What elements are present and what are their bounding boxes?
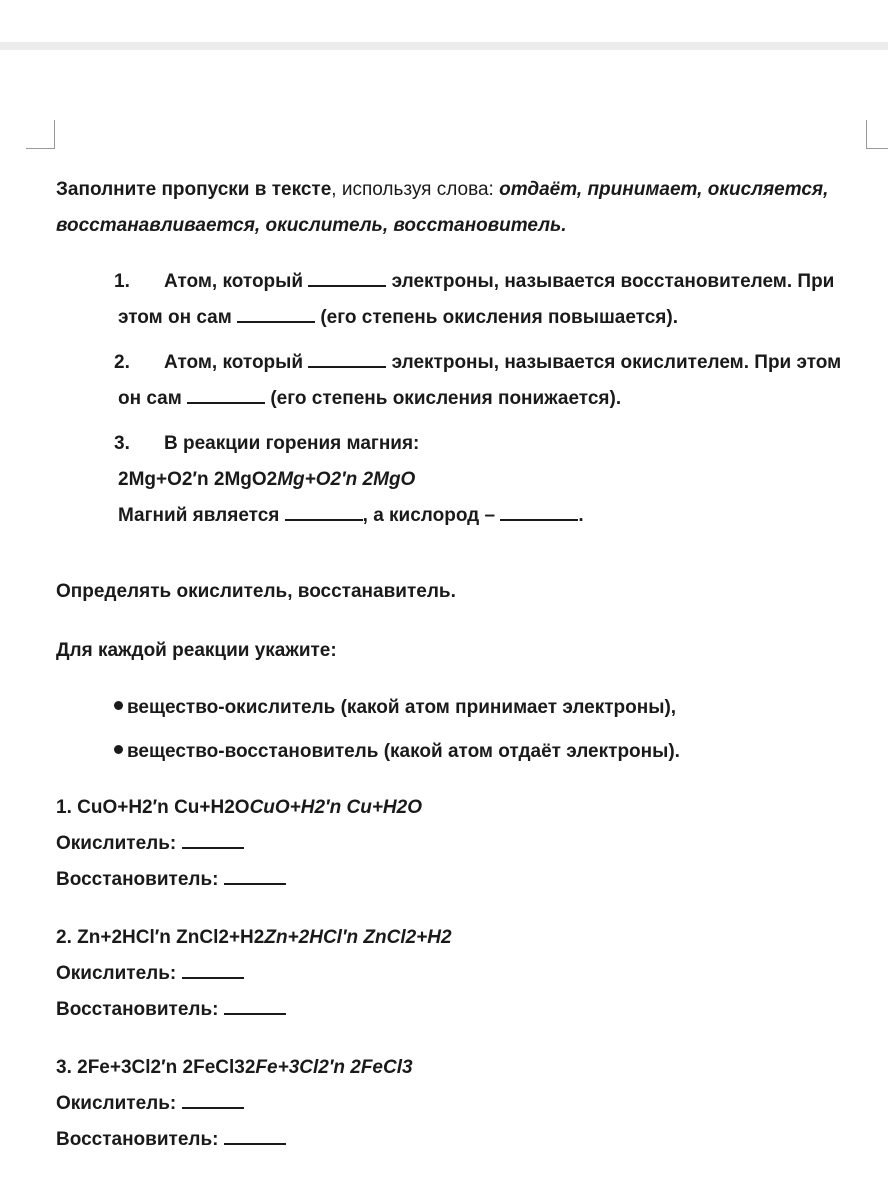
equation-plain: CuO+H2′n Cu+H2O: [71, 797, 250, 818]
equation-italic: Mg+O2′n 2MgO: [277, 469, 416, 490]
page-margin-marker-right: [866, 120, 888, 149]
intro-bold: Заполните пропуски в тексте: [56, 179, 332, 200]
fill-blank[interactable]: [224, 1125, 286, 1145]
fill-blank[interactable]: [187, 384, 265, 404]
list-text: этом он сам: [118, 307, 238, 328]
reaction-number: 2.: [56, 927, 72, 948]
reaction-block: [56, 920, 866, 1028]
reducer-label: Восстановитель:: [56, 999, 224, 1020]
list-text: электроны, называется восстановителем. При: [386, 271, 835, 292]
fill-blank[interactable]: [285, 501, 363, 521]
list-text: Атом, который: [164, 352, 309, 373]
fill-blank[interactable]: [308, 267, 386, 287]
fill-blank[interactable]: [182, 959, 244, 979]
reducer-label: Восстановитель:: [56, 1129, 224, 1150]
equation-italic: Fe+3Cl2′n 2FeCl3: [255, 1057, 413, 1078]
reaction-block: [56, 1050, 866, 1158]
toolbar-divider: [0, 42, 888, 50]
bullet-icon: [114, 701, 123, 710]
intro-words-2: восстанавливается, окислитель, восстановитель.: [56, 215, 567, 236]
oxidizer-label: Окислитель:: [56, 1093, 182, 1114]
bullet-icon: [114, 745, 123, 754]
fill-blank[interactable]: [224, 995, 286, 1015]
fill-blank[interactable]: [224, 865, 286, 885]
bullet-bold: вещество-восстановитель: [127, 741, 379, 762]
list-text: электроны, называется окислителем. При этом: [386, 352, 842, 373]
reaction-equation: [56, 1050, 866, 1086]
list-text: Атом, который: [164, 271, 309, 292]
fill-blank[interactable]: [500, 501, 578, 521]
list-number: 1.: [114, 271, 130, 292]
oxidizer-label: Окислитель:: [56, 963, 182, 984]
oxidizer-label: Окислитель:: [56, 833, 182, 854]
bullet-text: (какой атом отдаёт электроны).: [378, 741, 680, 762]
fill-blank[interactable]: [182, 829, 244, 849]
reaction-equation: [56, 920, 866, 956]
list-item: [114, 345, 866, 417]
equation-plain: Zn+2HCl′n ZnCl2+H2: [71, 927, 265, 948]
list-number: 3.: [114, 433, 130, 454]
list-text: он сам: [118, 388, 188, 409]
list-item: [114, 426, 866, 534]
equation-italic: Zn+2HCl′n ZnCl2+H2: [264, 927, 452, 948]
list-text: (его степень окисления понижается).: [265, 388, 622, 409]
reaction-block: [56, 790, 866, 898]
list-text: , а кислород –: [362, 505, 501, 526]
reducer-label: Восстановитель:: [56, 869, 224, 890]
list-text: Магний является: [118, 505, 285, 526]
reaction-number: 3.: [56, 1057, 72, 1078]
fill-blank[interactable]: [237, 303, 315, 323]
list-number: 2.: [114, 352, 130, 373]
list-text: .: [578, 505, 584, 526]
equation-plain: 2Fe+3Cl2′n 2FeCl32: [71, 1057, 256, 1078]
bullet-text: (какой атом принимает электроны),: [335, 697, 677, 718]
list-text: В реакции горения магния:: [164, 433, 420, 454]
equation: [114, 462, 866, 498]
section-heading: Определять окислитель, восстанавитель.: [56, 581, 456, 602]
document-body: [56, 172, 866, 1158]
fill-blank[interactable]: [308, 348, 386, 368]
section-subheading: Для каждой реакции укажите:: [56, 640, 337, 661]
reaction-number: 1.: [56, 797, 72, 818]
page-margin-marker-left: [26, 120, 55, 149]
bullet-item: [114, 734, 866, 770]
task1-intro: [56, 172, 866, 244]
intro-words-1: отдаёт, принимает, окисляется,: [499, 179, 829, 200]
bullet-item: [114, 690, 866, 726]
bullet-bold: вещество-окислитель: [127, 697, 336, 718]
list-item: [114, 264, 866, 336]
intro-normal: , используя слова:: [331, 179, 500, 200]
list-text: (его степень окисления повышается).: [315, 307, 678, 328]
equation-italic: CuO+H2′n Cu+H2O: [249, 797, 422, 818]
equation-plain: 2Mg+O2′n 2MgO2: [118, 469, 278, 490]
reaction-equation: [56, 790, 866, 826]
fill-blank[interactable]: [182, 1089, 244, 1109]
